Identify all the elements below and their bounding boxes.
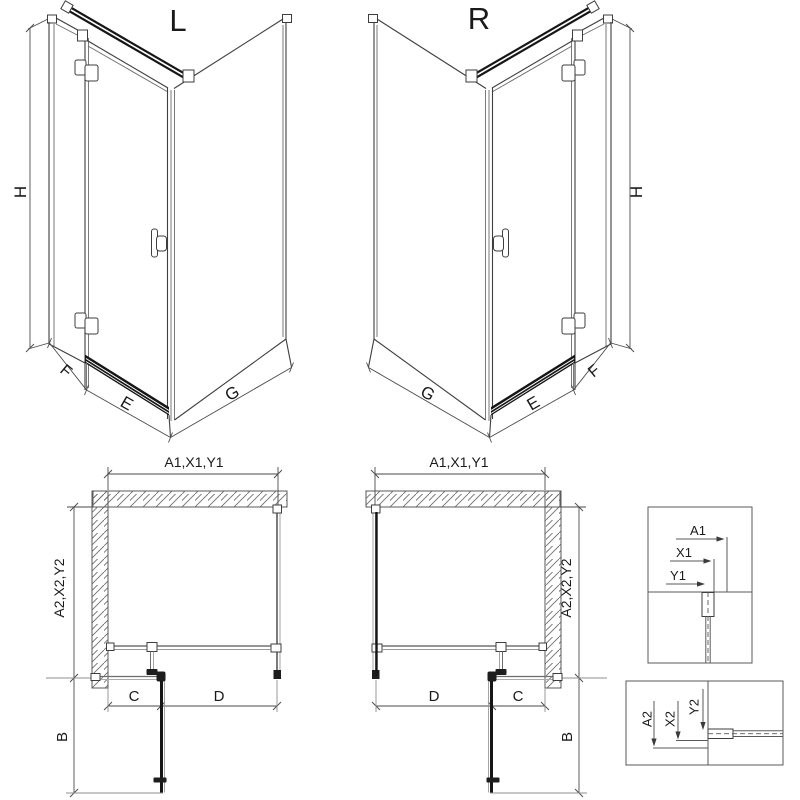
wall-top-right-plan <box>366 491 560 507</box>
plan-right-dim-top: A1,X1,Y1 <box>429 454 489 470</box>
detail-top-label-x1: X1 <box>676 545 692 560</box>
detail-bottom-label-a2: A2 <box>639 711 655 727</box>
detail-bottom-label-y2: Y2 <box>686 699 702 715</box>
wall-profile-detail-bottom <box>626 681 783 765</box>
plan-view-right <box>366 454 607 797</box>
plan-left-dim-c: C <box>128 688 140 705</box>
wall-side-left-plan <box>92 491 108 688</box>
plan-right-dim-side: A2,X2,Y2 <box>558 558 574 618</box>
plan-right-dim-b: B <box>559 731 576 743</box>
plan-right-dim-d: D <box>428 688 440 705</box>
iso-left-dim-e: E <box>117 392 137 415</box>
iso-right-dim-g: G <box>417 381 439 405</box>
iso-right-title: R <box>467 1 491 36</box>
plan-left-dim-b: B <box>54 731 71 743</box>
iso-view-right <box>367 1 647 443</box>
detail-top-label-y1: Y1 <box>670 568 686 583</box>
iso-left-dim-h: H <box>11 185 30 199</box>
iso-view-left <box>11 1 294 443</box>
iso-left-title: L <box>169 3 187 38</box>
plan-left-dim-top: A1,X1,Y1 <box>164 454 224 470</box>
plan-right-dim-c: C <box>512 688 524 705</box>
iso-left-dim-f: F <box>56 361 75 382</box>
iso-right-dim-e: E <box>523 392 543 415</box>
plan-left-dim-d: D <box>213 688 225 705</box>
iso-left-dim-g: G <box>221 381 243 405</box>
detail-bottom-label-x2: X2 <box>662 711 678 727</box>
detail-top-label-a1: A1 <box>690 523 706 538</box>
plan-left-dim-side: A2,X2,Y2 <box>51 558 67 618</box>
wall-top-left-plan <box>93 491 287 507</box>
iso-right-dim-f: F <box>585 361 604 382</box>
wall-profile-detail-top <box>648 507 752 663</box>
iso-right-dim-h: H <box>627 185 646 199</box>
plan-view-left <box>46 454 287 797</box>
